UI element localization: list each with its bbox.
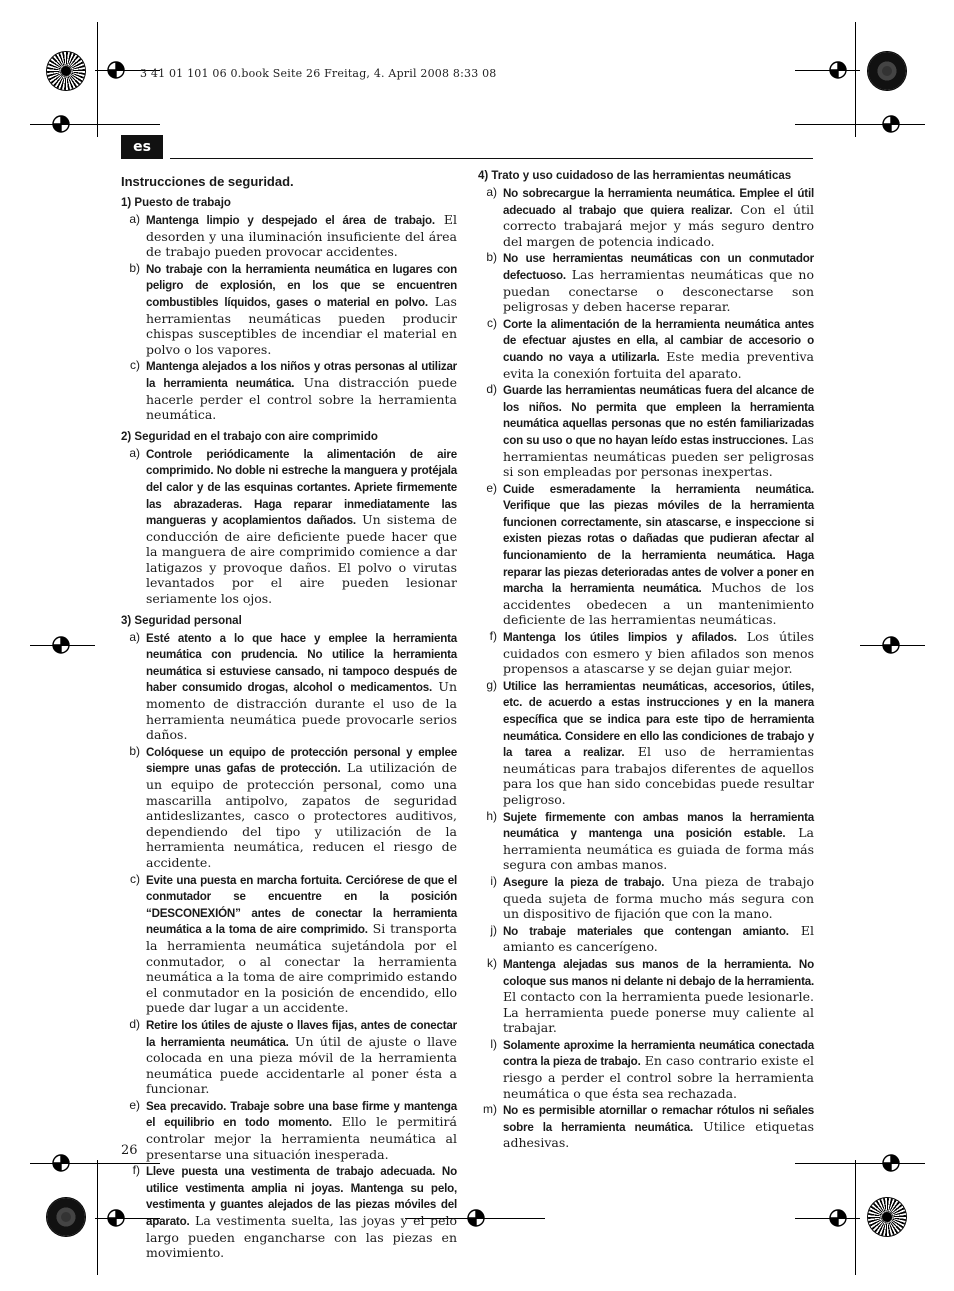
item-body	[503, 629, 814, 677]
list-item	[478, 956, 814, 1036]
item-bold: Controle periódicamente la alimentación de aire comprimido. No doble ni estreche la manguera y protéjala del calor y de las esquinas cortantes. Apriete firmemente las abrazaderas. Haga reparar inmediatamente las mangueras y acoplamientos dañados.	[146, 447, 457, 528]
list-item	[121, 446, 457, 607]
list-item	[478, 250, 814, 314]
section-personal-safety	[121, 615, 457, 1261]
registration-mark-icon	[880, 1152, 902, 1174]
item-bold: No use herramientas neumáticas con un conmutador defectuoso.	[503, 252, 814, 282]
item-text: El uso de herramientas neumáticas para trabajos diferentes de aquellos para los que han sido concebidas puede resultar peligroso.	[503, 744, 814, 807]
item-letter: h)	[486, 808, 497, 823]
item-text: Un útil de ajuste o llave colocada en una pieza móvil de la herramienta neumática puede accidentarle al poner ésta a funcionar.	[146, 1033, 457, 1097]
registration-mark-icon	[50, 634, 72, 656]
item-body	[146, 744, 457, 871]
item-letter: j)	[490, 922, 497, 937]
item-letter: l)	[490, 1036, 497, 1051]
item-body	[503, 316, 814, 381]
list-item	[478, 185, 814, 249]
list-item	[121, 358, 457, 422]
item-bold: Corte la alimentación de la herramienta neumática antes de efectuar ajustes en ella, al cambiar de accesorio o cuando no vaya a utilizarla.	[503, 317, 814, 364]
registration-mark-icon	[50, 113, 72, 135]
item-bold: Lleve puesta una vestimenta de trabajo adecuada. No utilice vestimenta amplia ni joyas. Mantenga su pelo, vestimenta y guantes alejados de las piezas móviles del aparato.	[146, 1165, 457, 1229]
item-body	[503, 250, 814, 314]
item-bold: Evite una puesta en marcha fortuita. Cerciórese de que el conmutador se encuentre en la posición “DESCONEXIÓN” antes de conectar la herramienta neumática a la toma de aire comprimido.	[146, 873, 457, 937]
list-item	[478, 1037, 814, 1101]
right-column	[478, 170, 814, 1152]
item-letter: a)	[129, 212, 140, 226]
item-bold: Sujete firmemente con ambas manos la herramienta neumática y mantenga una posición estable.	[503, 810, 814, 841]
item-letter: i)	[490, 873, 497, 888]
item-body	[146, 872, 457, 1016]
item-text: Con el útil correcto trabajará mejor y más seguro dentro del margen de potencia indicado.	[503, 201, 815, 249]
section-heading: 4) Trato y uso cuidadoso de las herramientas neumáticas	[478, 170, 792, 182]
crop-mark	[795, 124, 925, 125]
item-letter: c)	[130, 871, 140, 886]
item-bold: Solamente aproxime la herramienta neumática conectada contra la pieza de trabajo.	[503, 1038, 814, 1069]
list-item	[121, 1163, 457, 1261]
item-body	[146, 1017, 457, 1097]
item-text: El desorden y una iluminación insuficiente del área de trabajo pueden provocar accidentes.	[146, 212, 457, 260]
item-letter: e)	[129, 1097, 140, 1112]
item-text: Este media preventiva evita la conexión fortuita del aparato.	[503, 348, 814, 381]
item-bold: Mantenga alejadas sus manos de la herramienta. No coloque sus manos ni delante ni debajo de la herramienta.	[503, 957, 814, 988]
item-text: Si transporta la herramienta neumática sujetándola por el conmutador, o al conectar la herramienta neumática a la toma de aire comprimido estando el conmutador en la posición de encendido, ello puede dar lugar a un accidente.	[146, 921, 457, 1016]
item-text: La herramienta neumática es guiada de forma más segura con ambas manos.	[503, 825, 814, 873]
item-text: Una distracción puede hacerle perder el control sobre la herramienta neumática.	[146, 374, 457, 423]
item-text: El amianto es cancerígeno.	[503, 922, 814, 955]
item-bold: No es permisible atornillar o remachar rótulos ni señales sobre la herramienta neumática.	[503, 1104, 814, 1134]
list-item	[121, 1098, 457, 1162]
section-work-area	[121, 197, 457, 423]
section-heading: 1) Puesto de trabajo	[121, 197, 231, 209]
item-letter: m)	[483, 1102, 497, 1117]
registration-mark-icon	[465, 1207, 487, 1229]
item-bold: Colóquese un equipo de protección personal y emplee siempre unas gafas de protección.	[146, 745, 457, 776]
item-body	[146, 630, 457, 743]
item-text: El contacto con la herramienta puede lesionarle. La herramienta puede ponerse muy caliente al trabajar.	[503, 989, 814, 1036]
item-body	[503, 678, 814, 808]
list-item	[121, 630, 457, 743]
item-letter: a)	[486, 185, 497, 199]
item-bold: No trabaje con la herramienta neumática en lugares con peligro de explosión, en los que se encuentren combustibles líquidos, gases o material en polvo.	[146, 262, 457, 309]
crop-mark	[97, 22, 98, 137]
item-text: Las herramientas neumáticas pueden ser peligrosas si son empleadas por personas inexpertas.	[503, 431, 814, 480]
page-number: 26	[121, 1143, 138, 1158]
list-item	[478, 809, 814, 873]
print-rosette-icon	[868, 1198, 906, 1236]
item-bold: Asegure la pieza de trabajo.	[503, 875, 665, 889]
item-text: Un sistema de conducción de aire deficiente puede hacer que la manguera de aire comprimido comience a dar latigazos y provoque daños. El polvo o virutas levantados por el aire pueden lesionar seriamente los ojos.	[146, 512, 457, 607]
list-item	[478, 316, 814, 381]
item-body	[146, 358, 457, 422]
section-heading: 2) Seguridad en el trabajo con aire comprimido	[121, 430, 378, 443]
list-item	[121, 261, 457, 358]
item-letter: f)	[489, 629, 497, 644]
item-letter: b)	[129, 743, 140, 758]
item-body	[146, 1098, 457, 1162]
item-letter: b)	[129, 260, 140, 275]
crop-mark	[795, 1163, 925, 1164]
item-bold: Cuide esmeradamente la herramienta neumática. Verifique que las piezas móviles de la herramienta funcionen correctamente, sin atascarse, e inspeccione si existen piezas rotas o dañadas que pudieran afectar al funcionamiento de la herramienta neumática. Haga reparar las piezas deterioradas antes de volver a poner en marcha la herramienta neumática.	[503, 482, 814, 596]
item-bold: Guarde las herramientas neumáticas fuera del alcance de los niños. No permita que empleen la herramienta neumática aquellas personas que no estén familiarizadas con su uso o que no hayan leído estas instrucciones.	[503, 384, 814, 447]
item-text: Utilice etiquetas adhesivas.	[503, 1118, 814, 1151]
registration-mark-icon	[50, 1152, 72, 1174]
item-letter: g)	[486, 677, 497, 692]
registration-mark-icon	[827, 59, 849, 81]
section-compressed-air	[121, 431, 457, 607]
item-letter: c)	[487, 315, 497, 330]
item-body	[503, 1102, 814, 1151]
section-tool-care	[478, 170, 814, 1151]
list-item	[121, 744, 457, 871]
item-body	[503, 923, 814, 955]
item-body	[503, 382, 814, 480]
item-letter: c)	[130, 358, 140, 373]
item-bold: Utilice las herramientas neumáticas, accesorios, útiles, etc. de acuerdo a estas instrucciones y en la manera específica que se indica para este tipo de herramienta neumática. Considere en ello las condiciones de trabajo y la tarea a realizar.	[503, 679, 814, 760]
item-bold: Mantenga limpio y despejado el área de trabajo.	[146, 214, 435, 227]
print-density-icon	[868, 52, 906, 90]
list-item	[478, 382, 814, 480]
slug-line: 3 41 01 101 06 0.book Seite 26 Freitag, 4. April 2008 8:33 08	[140, 67, 497, 80]
crop-mark	[855, 22, 856, 137]
item-bold: Sea precavido. Trabaje sobre una base firme y mantenga el equilibrio en todo momento.	[146, 1099, 457, 1130]
item-body	[503, 481, 814, 628]
print-rosette-icon	[47, 52, 85, 90]
item-bold: No trabaje materiales que contengan amianto.	[503, 924, 789, 938]
registration-mark-icon	[827, 1207, 849, 1229]
left-column	[121, 170, 457, 1262]
item-bold: Mantenga los útiles limpios y afilados.	[503, 631, 737, 645]
section-heading: 3) Seguridad personal	[121, 614, 242, 627]
item-body	[146, 261, 457, 358]
page-title: Instrucciones de seguridad.	[121, 174, 294, 189]
item-body	[146, 446, 457, 607]
item-letter: a)	[129, 445, 140, 460]
item-text: La utilización de un equipo de protección personal, como una mascarilla antipolvo, zapatos de seguridad antideslizantes, casco o protectores auditivos, dependiendo del tipo y utilización de la herramienta neumática, reducen el riesgo de accidente.	[146, 760, 457, 870]
item-text: Muchos de los accidentes obedecen a un mantenimiento deficiente de las herramientas neumáticas.	[503, 580, 814, 628]
item-text: Las herramientas neumáticas que no puedan conectarse o desconectarse son peligrosas y deben hacerse reparar.	[503, 266, 814, 315]
item-letter: d)	[486, 382, 497, 397]
list-item	[121, 212, 457, 260]
item-letter: a)	[129, 629, 140, 644]
item-body	[503, 809, 814, 873]
list-item	[121, 1017, 457, 1097]
header-rule	[170, 158, 813, 159]
item-bold: No sobrecargue la herramienta neumática. Emplee el útil adecuado al trabajo que quiera realizar.	[503, 187, 814, 217]
item-text: La vestimenta suelta, las joyas y el pelo largo pueden engancharse con las piezas en movimiento.	[146, 1213, 457, 1261]
list-item	[478, 923, 814, 955]
item-letter: b)	[486, 250, 497, 265]
item-bold: Mantenga alejados a los niños y otras personas al utilizar la herramienta neumática.	[146, 360, 457, 390]
list-item	[478, 874, 814, 922]
item-text: Los útiles cuidados con esmero y bien afilados son menos propensos a atascarse y se dejan guiar mejor.	[503, 629, 814, 677]
registration-mark-icon	[880, 634, 902, 656]
item-body	[503, 874, 814, 922]
print-density-icon	[47, 1198, 85, 1236]
item-bold: Esté atento a lo que hace y emplee la herramienta neumática con prudencia. No utilice la herramienta neumática si estuviese cansado, ni tampoco después de haber consumido drogas, alcohol o medicamentos.	[146, 631, 457, 695]
list-item	[121, 872, 457, 1016]
item-letter: d)	[129, 1016, 140, 1031]
registration-mark-icon	[880, 113, 902, 135]
list-item	[478, 481, 814, 628]
language-tab: es	[121, 135, 163, 159]
registration-mark-icon	[105, 59, 127, 81]
list-item	[478, 678, 814, 808]
item-letter: e)	[486, 480, 497, 495]
item-body	[503, 185, 814, 249]
list-item	[478, 629, 814, 677]
list-item	[478, 1102, 814, 1151]
item-body	[146, 212, 457, 260]
item-bold: Retire los útiles de ajuste o llaves fijas, antes de conectar la herramienta neumática.	[146, 1018, 457, 1049]
item-body	[503, 956, 814, 1036]
item-text: Un momento de distracción durante el uso de la herramienta neumática puede provocarle serios daños.	[146, 679, 458, 743]
item-text: Una pieza de trabajo queda sujeta de forma mucho más segura con un dispositivo de fijación que con la mano.	[503, 873, 815, 922]
item-body	[146, 1163, 457, 1261]
item-text: Ello le permitirá controlar mejor la herramienta neumática al presentarse una situación inesperada.	[146, 1114, 457, 1162]
item-letter: k)	[487, 955, 497, 970]
item-letter: f)	[132, 1163, 140, 1178]
item-body	[503, 1037, 814, 1101]
item-text: Las herramientas neumáticas pueden producir chispas susceptibles de incendiar el material en polvo o los vapores.	[146, 293, 457, 357]
item-text: En caso contrario existe el riesgo a perder el control sobre la herramienta neumática o que ésta sea rechazada.	[503, 1053, 814, 1101]
